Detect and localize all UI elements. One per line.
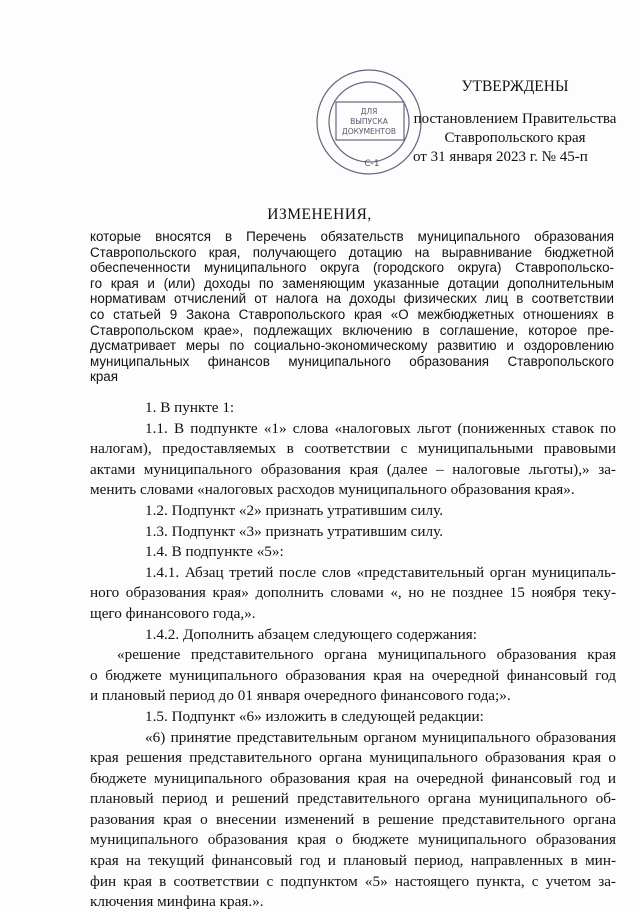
body-line: муниципального образования края о бюджете муниципального образования [90, 831, 616, 849]
subtitle-line: Ставропольского края, получающего дотацию на выравнивание бюджетной [90, 244, 614, 260]
body-line: 1. В пункте 1: [145, 399, 235, 416]
body-line: 1.5. Подпункт «6» изложить в следующей редакции: [145, 707, 484, 725]
body-line: о бюджете муниципального образования края на очередной финансовый год [90, 666, 616, 684]
body-line: 1.4.2. Дополнить абзацем следующего содержания: [145, 625, 477, 643]
subtitle-line: нормативам отчислений от налога на доходы физических лиц в соответствии [90, 291, 614, 307]
subtitle-line: со статьей 9 Закона Ставропольского края «О межбюджетных отношениях в [90, 306, 614, 322]
body-line: 1.4.1. Абзац третий после слов «представительный орган муниципаль- [145, 563, 616, 581]
body-line: плановый период и решений представительного органа муниципального об- [90, 790, 616, 808]
body-line: 1.1. В подпункте «1» слова «налоговых льгот (пониженных ставок по [145, 419, 616, 437]
approval-block [395, 110, 635, 148]
body-line: ключения минфина края.». [90, 893, 264, 911]
approval-date: от 31 января 2023 г. № 45-п [413, 149, 588, 165]
body-line: менить словами «налоговых расходов муниципального образования края». [90, 481, 575, 499]
document-body [90, 398, 616, 913]
subtitle-line: Ставропольском крае», подлежащих включению в соглашение, которое пре- [90, 322, 614, 338]
stamp-code: С-1 [364, 159, 380, 169]
subtitle-line: края [90, 369, 119, 385]
subtitle-line: муниципальных финансов муниципального образования Ставропольского [90, 353, 614, 369]
body-line: разования края о внесении изменений в решение представительного органа [90, 810, 616, 828]
stamp-line-2: ВЫПУСКА [350, 117, 388, 126]
body-line: бюджете муниципального образования края на очередной финансовый год и [90, 769, 616, 787]
body-line: налогам), предоставляемых в соответствии с муниципальными правовыми [90, 440, 616, 458]
body-line: края на текущий финансовый год и плановый период, направленных в мин- [90, 852, 616, 870]
body-line: края решения представительного органа муниципального образования края о [90, 749, 616, 767]
stamp-line-3: ДОКУМЕНТОВ [341, 127, 397, 136]
document-title: ИЗМЕНЕНИЯ, [267, 206, 372, 223]
body-line: 1.4. В подпункте «5»: [145, 543, 284, 561]
body-line: и плановый период до 01 января очередного финансового года;». [90, 687, 511, 705]
body-line: актами муниципального образования края (далее – налоговые льготы),» за- [90, 460, 616, 478]
body-line: 1.3. Подпункт «3» признать утратившим силу. [145, 522, 443, 540]
subtitle-line: го края и (или) доходы по заменяющим указанные дотации дополнительным [90, 275, 614, 291]
subtitle-line: которые вносятся в Перечень обязательств муниципального образования [90, 229, 614, 244]
subtitle-line: дусматривает меры по социально-экономическому развитию и оздоровлению [90, 338, 614, 354]
body-line: щего финансового года,». [90, 604, 256, 622]
approval-title: УТВЕРЖДЕНЫ [461, 78, 569, 95]
body-line: фин края в соответствии с подпунктом «5» настоящего пункта, с учетом за- [90, 872, 616, 890]
body-line: ного образования края» дополнить словами «, но не позднее 15 ноября теку- [90, 584, 616, 602]
subtitle-line: обеспеченности муниципального округа (городского округа) Ставропольско- [90, 260, 614, 276]
stamp-line-1: ДЛЯ [360, 107, 378, 116]
document-subtitle [90, 229, 614, 385]
approval-line-2: Ставропольского края [444, 130, 586, 146]
approval-line-1: постановлением Правительства [413, 111, 617, 127]
body-line: «6) принятие представительным органом муниципального образования [145, 728, 616, 746]
body-line: 1.2. Подпункт «2» признать утратившим силу. [145, 501, 443, 519]
body-line: «решение представительного органа муниципального образования края [117, 646, 616, 664]
